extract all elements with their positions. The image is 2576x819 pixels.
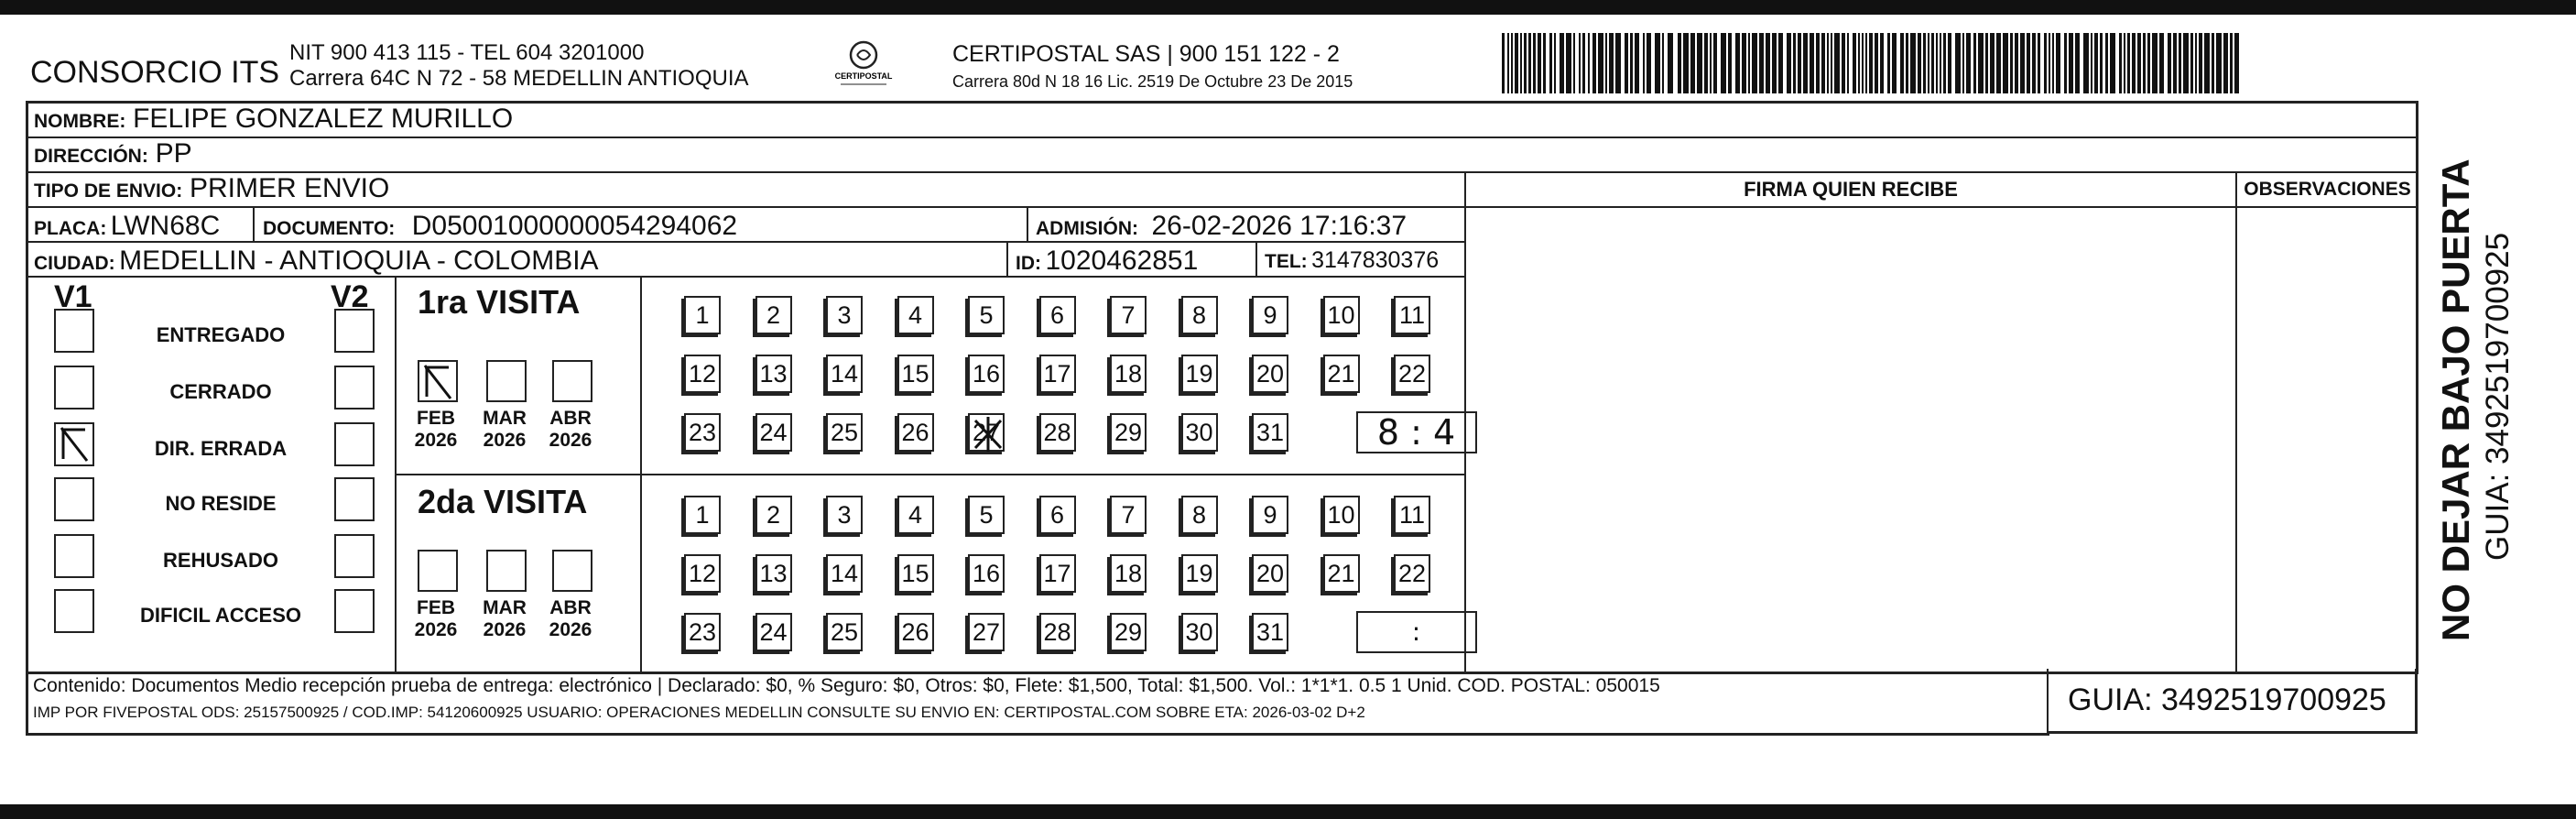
visit2-day-box[interactable]: 15	[897, 554, 934, 593]
barcode-bar	[1892, 33, 1897, 93]
placa-field	[28, 211, 220, 242]
barcode-bar	[2032, 33, 2036, 93]
visit2-day-box[interactable]: 12	[684, 554, 721, 593]
visit2-day-box[interactable]: 18	[1110, 554, 1147, 593]
visit1-day-box[interactable]: 14	[826, 355, 863, 393]
visit1-month-checkbox[interactable]	[418, 360, 458, 402]
barcode-bar	[1973, 33, 1976, 93]
visit2-day-box[interactable]: 25	[826, 613, 863, 651]
barcode-bar	[1683, 33, 1689, 93]
visit2-day-box[interactable]: 24	[755, 613, 792, 651]
barcode-bar	[1704, 33, 1708, 93]
barcode-bar	[1940, 33, 1941, 93]
barcode-bar	[1573, 33, 1575, 93]
barcode-bar	[1880, 33, 1884, 93]
visit1-day-box[interactable]: 6	[1039, 296, 1076, 334]
barcode-bar	[1515, 33, 1518, 93]
nit-line: NIT 900 413 115 - TEL 604 3201000	[289, 40, 645, 65]
status-option-label: ENTREGADO	[156, 323, 286, 346]
month-year: 2026	[414, 619, 458, 640]
visit2-month-label	[543, 597, 598, 641]
barcode-bar	[1592, 33, 1596, 93]
barcode-bar	[2173, 33, 2177, 93]
v1-checkbox[interactable]	[54, 366, 94, 410]
month-name: FEB	[417, 408, 455, 429]
barcode-bar	[2199, 33, 2202, 93]
barcode-bar	[1766, 33, 1770, 93]
v2-checkbox[interactable]	[334, 534, 375, 578]
barcode-bar	[1787, 33, 1791, 93]
visit2-day-box[interactable]: 31	[1252, 613, 1288, 651]
barcode-bar	[2143, 33, 2146, 93]
barcode-bar	[2127, 33, 2130, 93]
v2-checkbox[interactable]	[334, 422, 375, 466]
barcode-bar	[1906, 33, 1908, 93]
visit2-day-box[interactable]: 16	[968, 554, 1005, 593]
barcode-bar	[2056, 33, 2060, 93]
row-nombre	[28, 104, 2416, 138]
barcode-bar	[1662, 33, 1664, 93]
month-name: ABR	[549, 597, 592, 618]
barcode-bar	[2179, 33, 2181, 93]
visit2-day-box[interactable]: 26	[897, 613, 934, 651]
barcode-bar	[1810, 33, 1814, 93]
visit1-day-box[interactable]: 4	[897, 296, 934, 334]
barcode-bar	[1543, 33, 1546, 93]
visit1-day-box[interactable]: 13	[755, 355, 792, 393]
v2-label: V2	[331, 279, 369, 314]
status-option-label: REHUSADO	[163, 549, 278, 572]
barcode-bar	[1697, 33, 1702, 93]
barcode-bar	[1962, 33, 1964, 93]
visit1-day-box[interactable]: 29	[1110, 413, 1147, 452]
barcode-bar	[2003, 33, 2008, 93]
visit2-day-box[interactable]: 1	[684, 496, 721, 534]
visit1-day-box[interactable]: 25	[826, 413, 863, 452]
footer-line1: Contenido: Documentos Medio recepción prueba de entrega: electrónico | Declarado: $0, % Seguro: $0, Otros: $0, Flete: $1,500, Total: $1,500. Vol.: 1*1*1. 0.5 1 Unid. COD. POSTAL: 050015	[33, 675, 1660, 696]
barcode-bar	[1625, 33, 1628, 93]
visit1-time-box[interactable]: 8 : 4	[1356, 411, 1477, 453]
barcode-bar	[1831, 33, 1832, 93]
visit2-day-box[interactable]: 27	[968, 613, 1005, 651]
barcode-bar	[1538, 33, 1541, 93]
status-option-label: DIFICIL ACCESO	[139, 604, 301, 627]
visit2-day-box[interactable]: 14	[826, 554, 863, 593]
barcode-bar	[1996, 33, 2001, 93]
certipostal-logo	[831, 37, 896, 92]
visit1-day-box[interactable]: 12	[684, 355, 721, 393]
barcode-bar	[2124, 33, 2125, 93]
barcode-bar	[1713, 33, 1717, 93]
v1-checkbox[interactable]	[54, 309, 94, 353]
visit2-day-box[interactable]: 23	[684, 613, 721, 651]
barcode-bar	[1748, 33, 1750, 93]
barcode-bar	[1524, 33, 1527, 93]
barcode-bar	[1931, 33, 1934, 93]
barcode-bar	[1549, 33, 1552, 93]
barcode-bar	[1772, 33, 1777, 93]
barcode-bar	[1735, 33, 1740, 93]
barcode-bar	[1847, 33, 1849, 93]
observaciones-header: OBSERVACIONES	[2235, 173, 2418, 208]
vertical-guia: GUIA: 3492519700925	[2480, 232, 2516, 561]
v1-checkbox[interactable]	[54, 477, 94, 521]
visit2-day-box[interactable]: 4	[897, 496, 934, 534]
barcode-bar	[1643, 33, 1645, 93]
barcode-bar	[1759, 33, 1764, 93]
visit2-day-box[interactable]: 17	[1039, 554, 1076, 593]
barcode-bar	[2091, 33, 2092, 93]
barcode-bar	[2010, 33, 2013, 93]
company-contact	[289, 40, 749, 92]
shipping-form	[26, 101, 2418, 674]
visit1-day-box[interactable]: 15	[897, 355, 934, 393]
barcode-bar	[2075, 33, 2080, 93]
visit1-day-box[interactable]: 26	[897, 413, 934, 452]
barcode-bar	[1834, 33, 1840, 93]
month-year: 2026	[483, 619, 527, 640]
value-direccion: PP	[155, 138, 192, 169]
month-name: FEB	[417, 597, 455, 618]
v1-checkbox[interactable]	[54, 589, 94, 633]
barcode-bar	[1728, 33, 1732, 93]
visit1-month-checkbox[interactable]	[552, 360, 592, 402]
v1-checkbox[interactable]	[54, 534, 94, 578]
barcode-bar	[1816, 33, 1820, 93]
barcode-bar	[1900, 33, 1904, 93]
barcode-bar	[1869, 33, 1873, 93]
barcode-bar	[1865, 33, 1867, 93]
barcode-bar	[1803, 33, 1808, 93]
visit1-day-box[interactable]: 8	[1181, 296, 1218, 334]
visit2-day-box[interactable]: 8	[1181, 496, 1218, 534]
visit2-day-box[interactable]: 7	[1110, 496, 1147, 534]
visit1-day-box[interactable]: 19	[1181, 355, 1218, 393]
barcode-bar	[1582, 33, 1585, 93]
value-tipo-envio: PRIMER ENVIO	[189, 173, 390, 203]
label-tipo-envio: TIPO DE ENVIO:	[34, 180, 183, 202]
visit1-month-label	[543, 408, 598, 452]
barcode-bar	[1647, 33, 1651, 93]
month-year: 2026	[483, 430, 527, 451]
v2-checkbox[interactable]	[334, 589, 375, 633]
barcode-bar	[1910, 33, 1916, 93]
barcode-bar	[2015, 33, 2018, 93]
visit1-day-box[interactable]: 9	[1252, 296, 1288, 334]
v1-checkbox[interactable]	[54, 422, 94, 466]
barcode-bar	[2083, 33, 2089, 93]
certipostal-info	[952, 40, 1353, 95]
barcode-bar	[1936, 33, 1938, 93]
label-tel: TEL:	[1265, 251, 1308, 272]
barcode-bar	[1630, 33, 1633, 93]
barcode-bar	[1560, 33, 1564, 93]
row-tipo-envio	[28, 173, 1464, 208]
barcode-bar	[1588, 33, 1590, 93]
barcode-bar	[2132, 33, 2136, 93]
month-name: ABR	[549, 408, 592, 429]
barcode-bar	[1948, 33, 1951, 93]
barcode-bar	[2216, 33, 2222, 93]
barcode-bar	[1887, 33, 1890, 93]
status-option-label: DIR. ERRADA	[154, 437, 288, 460]
barcode-bar	[2100, 33, 2103, 93]
barcode-bar	[2168, 33, 2171, 93]
barcode-bar	[2094, 33, 2098, 93]
barcode-bar	[2195, 33, 2197, 93]
barcode-bar	[1928, 33, 1929, 93]
barcode-bar	[2234, 33, 2239, 93]
visit1-day-box[interactable]: 1	[684, 296, 721, 334]
visit2-day-box[interactable]: 28	[1039, 613, 1076, 651]
barcode-bar	[1502, 33, 1505, 93]
barcode-bar	[1821, 33, 1825, 93]
vertical-no-dejar: NO DEJAR BAJO PUERTA	[2434, 158, 2477, 641]
visita2-title: 2da VISITA	[418, 483, 588, 520]
barcode-bar	[1710, 33, 1712, 93]
label-placa: PLACA:	[34, 218, 107, 239]
visit1-day-box[interactable]: 30	[1181, 413, 1218, 452]
barcode-bar	[1520, 33, 1522, 93]
tel-field	[1259, 247, 1439, 274]
barcode-bar	[1609, 33, 1614, 93]
certipostal-line: CERTIPOSTAL SAS | 900 151 122 - 2	[952, 41, 1340, 67]
visit1-month-checkbox[interactable]	[486, 360, 527, 402]
barcode-bar	[2159, 33, 2164, 93]
value-admision: 26-02-2026 17:16:37	[1151, 211, 1408, 241]
visit1-day-box[interactable]: 11	[1394, 296, 1430, 334]
status-option-label: NO RESIDE	[165, 492, 277, 515]
visit2-day-box[interactable]: 20	[1252, 554, 1288, 593]
barcode-bar	[1827, 33, 1829, 93]
barcode-bar	[2110, 33, 2115, 93]
visit2-day-box[interactable]: 13	[755, 554, 792, 593]
barcode-bar	[2190, 33, 2193, 93]
barcode-bar	[2038, 33, 2040, 93]
barcode-bar	[1678, 33, 1681, 93]
barcode-bar	[1566, 33, 1571, 93]
documento-field	[257, 211, 737, 242]
label-nombre: NOMBRE:	[34, 111, 126, 132]
visit2-month-checkbox[interactable]	[552, 550, 592, 592]
barcode-bar	[1615, 33, 1621, 93]
visit2-day-box[interactable]: 19	[1181, 554, 1218, 593]
ciudad-field	[28, 246, 599, 277]
barcode-bar	[1721, 33, 1726, 93]
barcode-bar	[1918, 33, 1921, 93]
visit1-day-box[interactable]: 21	[1323, 355, 1360, 393]
barcode-bar	[1978, 33, 1984, 93]
visit1-month-label	[408, 408, 463, 452]
label-direccion: DIRECCIÓN:	[34, 146, 148, 167]
visit1-day-box[interactable]: 27	[968, 413, 1005, 452]
barcode-bar	[1798, 33, 1801, 93]
barcode-bar	[1598, 33, 1603, 93]
logo-text: CERTIPOSTAL	[834, 71, 893, 81]
visit2-day-box[interactable]: 5	[968, 496, 1005, 534]
barcode-bar	[1533, 33, 1536, 93]
barcode-bar	[1955, 33, 1961, 93]
month-year: 2026	[549, 430, 592, 451]
barcode-bar	[1966, 33, 1971, 93]
value-placa: LWN68C	[110, 211, 221, 241]
visit1-day-box[interactable]: 5	[968, 296, 1005, 334]
barcode-bar	[1923, 33, 1926, 93]
barcode	[1502, 33, 2244, 93]
barcode-bar	[1985, 33, 1988, 93]
barcode-bar	[1875, 33, 1878, 93]
barcode-bar	[1579, 33, 1581, 93]
barcode-bar	[1511, 33, 1513, 93]
v2-checkbox[interactable]	[334, 309, 375, 353]
value-documento: D05001000000054294062	[411, 211, 738, 241]
barcode-bar	[2064, 33, 2067, 93]
barcode-bar	[1507, 33, 1509, 93]
barcode-bar	[2027, 33, 2030, 93]
visit2-day-box[interactable]: 3	[826, 496, 863, 534]
barcode-bar	[2049, 33, 2050, 93]
visit2-month-checkbox[interactable]	[486, 550, 527, 592]
id-field	[1010, 246, 1198, 277]
visit1-day-box[interactable]: 17	[1039, 355, 1076, 393]
admision-field	[1030, 211, 1407, 242]
month-name: MAR	[483, 597, 527, 618]
barcode-bar	[1742, 33, 1746, 93]
visit2-day-box[interactable]: 2	[755, 496, 792, 534]
visit1-day-box[interactable]: 2	[755, 296, 792, 334]
value-ciudad: MEDELLIN - ANTIOQUIA - COLOMBIA	[119, 246, 599, 276]
barcode-bar	[2147, 33, 2150, 93]
visit2-month-label	[477, 597, 532, 641]
visit1-day-box[interactable]: 23	[684, 413, 721, 452]
visit1-day-box[interactable]: 3	[826, 296, 863, 334]
company-address: Carrera 64C N 72 - 58 MEDELLIN ANTIOQUIA	[289, 66, 749, 91]
month-year: 2026	[414, 430, 458, 451]
label-ciudad: CIUDAD:	[34, 253, 115, 274]
certipostal-address: Carrera 80d N 18 16 Lic. 2519 De Octubre 23 De 2015	[952, 72, 1353, 91]
barcode-bar	[1752, 33, 1757, 93]
visit2-day-box[interactable]: 29	[1110, 613, 1147, 651]
barcode-bar	[2069, 33, 2073, 93]
barcode-bar	[2183, 33, 2189, 93]
barcode-bar	[2152, 33, 2158, 93]
visit1-month-label	[477, 408, 532, 452]
row-direccion	[28, 138, 2416, 173]
visit2-day-box[interactable]: 11	[1394, 496, 1430, 534]
label-id: ID:	[1016, 253, 1041, 274]
barcode-bar	[1605, 33, 1607, 93]
visit2-day-box[interactable]: 6	[1039, 496, 1076, 534]
visit2-month-label	[408, 597, 463, 641]
visit1-day-box[interactable]: 24	[755, 413, 792, 452]
barcode-bar	[2044, 33, 2047, 93]
visita1-title: 1ra VISITA	[418, 283, 581, 321]
label-admision: ADMISIÓN:	[1036, 218, 1138, 239]
barcode-bar	[1528, 33, 1531, 93]
v2-checkbox[interactable]	[334, 477, 375, 521]
status-option-label: CERRADO	[169, 380, 272, 403]
barcode-bar	[1690, 33, 1695, 93]
visit1-day-box[interactable]: 28	[1039, 413, 1076, 452]
barcode-bar	[2230, 33, 2233, 93]
visit1-day-box[interactable]: 16	[968, 355, 1005, 393]
barcode-bar	[2204, 33, 2210, 93]
month-name: MAR	[483, 408, 527, 429]
visit1-day-box[interactable]: 10	[1323, 296, 1360, 334]
barcode-bar	[1862, 33, 1864, 93]
barcode-bar	[1858, 33, 1860, 93]
barcode-bar	[1943, 33, 1946, 93]
barcode-bar	[2119, 33, 2122, 93]
barcode-bar	[2137, 33, 2141, 93]
barcode-bar	[2020, 33, 2025, 93]
footer-guia: GUIA: 3492519700925	[2068, 682, 2386, 717]
barcode-bar	[2052, 33, 2054, 93]
barcode-bar	[2223, 33, 2228, 93]
barcode-bar	[1778, 33, 1783, 93]
bottom-black-band	[0, 804, 2576, 819]
v2-checkbox[interactable]	[334, 366, 375, 410]
barcode-bar	[1554, 33, 1556, 93]
company-name: CONSORCIO ITS	[30, 55, 280, 90]
barcode-bar	[1793, 33, 1796, 93]
value-id: 1020462851	[1045, 246, 1199, 276]
visit1-day-box[interactable]: 18	[1110, 355, 1147, 393]
value-nombre: FELIPE GONZALEZ MURILLO	[133, 104, 514, 134]
barcode-bar	[1635, 33, 1639, 93]
barcode-bar	[2105, 33, 2108, 93]
visit1-day-box[interactable]: 31	[1252, 413, 1288, 452]
visit2-day-box[interactable]: 21	[1323, 554, 1360, 593]
value-tel: 3147830376	[1311, 247, 1440, 273]
visit1-day-box[interactable]: 20	[1252, 355, 1288, 393]
visit2-month-checkbox[interactable]	[418, 550, 458, 592]
barcode-bar	[1990, 33, 1994, 93]
barcode-bar	[2212, 33, 2214, 93]
visit1-day-box[interactable]: 7	[1110, 296, 1147, 334]
barcode-bar	[1668, 33, 1673, 93]
v1-label: V1	[54, 279, 92, 314]
footer-line2: IMP POR FIVEPOSTAL ODS: 25157500925 / COD.IMP: 54120600925 USUARIO: OPERACIONES MEDELLIN CONSULTE SU ENVIO EN: CERTIPOSTAL.COM SOBRE ETA: 2026-03-02 D+2	[33, 704, 1365, 721]
visit2-day-box[interactable]: 10	[1323, 496, 1360, 534]
label-documento: DOCUMENTO:	[263, 218, 396, 239]
barcode-bar	[1842, 33, 1845, 93]
barcode-bar	[1655, 33, 1660, 93]
visit2-day-box[interactable]: 22	[1394, 554, 1430, 593]
firma-header: FIRMA QUIEN RECIBE	[1464, 173, 2235, 208]
month-year: 2026	[549, 619, 592, 640]
barcode-bar	[1853, 33, 1856, 93]
visit1-day-box[interactable]: 22	[1394, 355, 1430, 393]
visit2-day-box[interactable]: 9	[1252, 496, 1288, 534]
visit2-time-box[interactable]: :	[1356, 611, 1477, 653]
visit2-day-box[interactable]: 30	[1181, 613, 1218, 651]
top-black-band	[0, 0, 2576, 15]
